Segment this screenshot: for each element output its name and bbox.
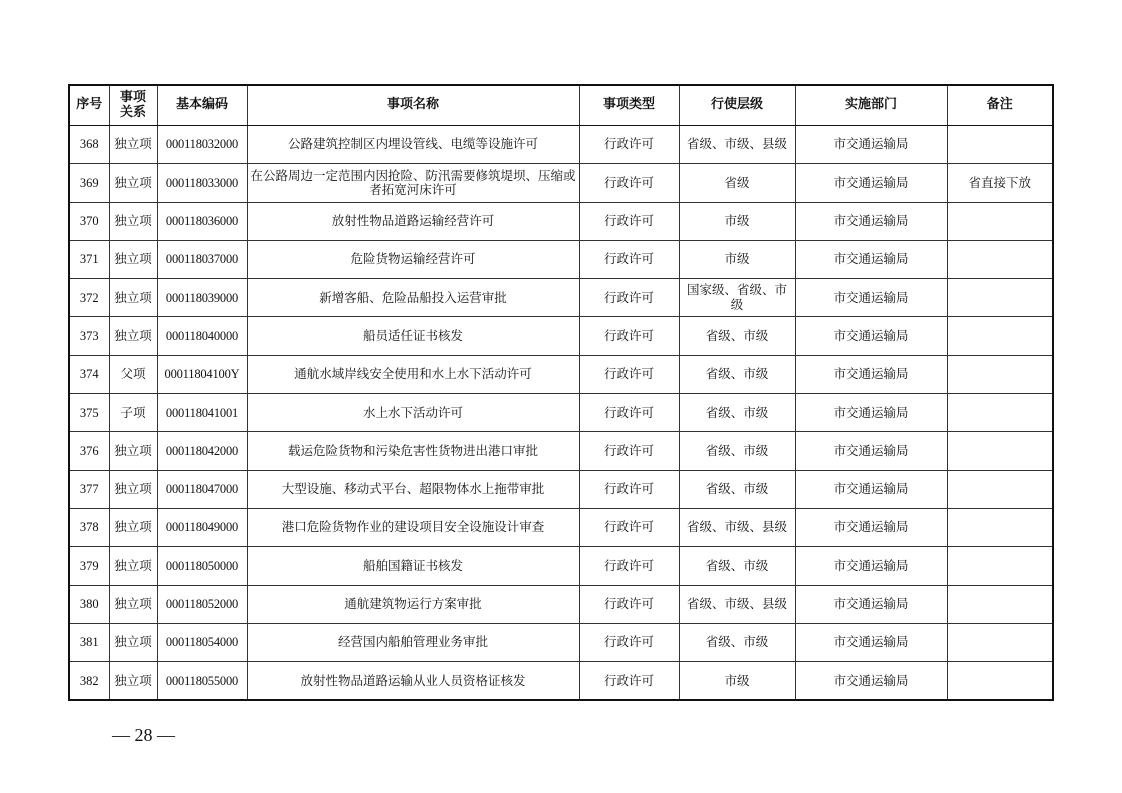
cell-seq: 370 (69, 202, 109, 240)
cell-type: 行政许可 (579, 240, 679, 278)
table-row (69, 164, 1053, 202)
header-name: 事项名称 (247, 85, 579, 126)
cell-code: 000118042000 (157, 432, 247, 470)
cell-seq: 374 (69, 355, 109, 393)
cell-seq: 376 (69, 432, 109, 470)
cell-code: 000118032000 (157, 126, 247, 164)
cell-name: 新增客船、危险品船投入运营审批 (247, 279, 579, 317)
cell-note (947, 394, 1053, 432)
cell-level: 省级、市级 (679, 394, 795, 432)
cell-type: 行政许可 (579, 662, 679, 701)
cell-level: 省级、市级 (679, 317, 795, 355)
cell-type: 行政许可 (579, 623, 679, 661)
cell-type: 行政许可 (579, 432, 679, 470)
cell-note (947, 508, 1053, 546)
cell-dept: 市交通运输局 (795, 623, 947, 661)
cell-note (947, 470, 1053, 508)
cell-name: 通航水域岸线安全使用和水上水下活动许可 (247, 355, 579, 393)
cell-level: 省级、市级、县级 (679, 126, 795, 164)
cell-type: 行政许可 (579, 585, 679, 623)
admin-items-table (68, 84, 1054, 701)
cell-type: 行政许可 (579, 164, 679, 202)
cell-level: 省级、市级、县级 (679, 585, 795, 623)
cell-level: 市级 (679, 240, 795, 278)
table-row (69, 432, 1053, 470)
cell-dept: 市交通运输局 (795, 470, 947, 508)
cell-dept: 市交通运输局 (795, 585, 947, 623)
header-code: 基本编码 (157, 85, 247, 126)
cell-relation: 独立项 (109, 202, 157, 240)
cell-note (947, 355, 1053, 393)
cell-relation: 独立项 (109, 279, 157, 317)
cell-level: 省级、市级 (679, 547, 795, 585)
cell-dept: 市交通运输局 (795, 394, 947, 432)
cell-type: 行政许可 (579, 470, 679, 508)
header-dept: 实施部门 (795, 85, 947, 126)
cell-name: 港口危险货物作业的建设项目安全设施设计审查 (247, 508, 579, 546)
cell-type: 行政许可 (579, 202, 679, 240)
cell-relation: 子项 (109, 394, 157, 432)
cell-level: 省级、市级、县级 (679, 508, 795, 546)
cell-code: 000118039000 (157, 279, 247, 317)
cell-seq: 380 (69, 585, 109, 623)
cell-name: 公路建筑控制区内埋设管线、电缆等设施许可 (247, 126, 579, 164)
cell-note (947, 623, 1053, 661)
cell-code: 000118055000 (157, 662, 247, 701)
table-row (69, 355, 1053, 393)
cell-seq: 378 (69, 508, 109, 546)
cell-seq: 373 (69, 317, 109, 355)
table-row (69, 662, 1053, 701)
table-body (69, 126, 1053, 701)
header-relation: 事项关系 (109, 85, 157, 126)
cell-dept: 市交通运输局 (795, 202, 947, 240)
cell-dept: 市交通运输局 (795, 662, 947, 701)
cell-seq: 371 (69, 240, 109, 278)
cell-seq: 377 (69, 470, 109, 508)
cell-name: 危险货物运输经营许可 (247, 240, 579, 278)
cell-level: 国家级、省级、市级 (679, 279, 795, 317)
cell-seq: 382 (69, 662, 109, 701)
cell-relation: 独立项 (109, 662, 157, 701)
cell-relation: 父项 (109, 355, 157, 393)
cell-name: 载运危险货物和污染危害性货物进出港口审批 (247, 432, 579, 470)
cell-dept: 市交通运输局 (795, 126, 947, 164)
cell-seq: 379 (69, 547, 109, 585)
cell-note (947, 547, 1053, 585)
cell-relation: 独立项 (109, 432, 157, 470)
cell-note (947, 662, 1053, 701)
cell-note: 省直接下放 (947, 164, 1053, 202)
cell-dept: 市交通运输局 (795, 547, 947, 585)
cell-type: 行政许可 (579, 126, 679, 164)
cell-relation: 独立项 (109, 126, 157, 164)
cell-name: 放射性物品道路运输经营许可 (247, 202, 579, 240)
cell-level: 省级、市级 (679, 432, 795, 470)
cell-relation: 独立项 (109, 585, 157, 623)
cell-note (947, 432, 1053, 470)
cell-relation: 独立项 (109, 623, 157, 661)
cell-type: 行政许可 (579, 317, 679, 355)
cell-type: 行政许可 (579, 394, 679, 432)
cell-relation: 独立项 (109, 508, 157, 546)
cell-type: 行政许可 (579, 355, 679, 393)
cell-name: 水上水下活动许可 (247, 394, 579, 432)
table-row (69, 240, 1053, 278)
table-row (69, 508, 1053, 546)
cell-code: 000118047000 (157, 470, 247, 508)
cell-relation: 独立项 (109, 470, 157, 508)
cell-note (947, 279, 1053, 317)
cell-name: 放射性物品道路运输从业人员资格证核发 (247, 662, 579, 701)
cell-code: 000118033000 (157, 164, 247, 202)
cell-note (947, 317, 1053, 355)
cell-code: 000118037000 (157, 240, 247, 278)
header-level: 行使层级 (679, 85, 795, 126)
cell-name: 在公路周边一定范围内因抢险、防汛需要修筑堤坝、压缩或者拓宽河床许可 (247, 164, 579, 202)
cell-level: 省级 (679, 164, 795, 202)
header-note: 备注 (947, 85, 1053, 126)
table-header-row (69, 85, 1053, 126)
cell-dept: 市交通运输局 (795, 355, 947, 393)
cell-name: 船舶国籍证书核发 (247, 547, 579, 585)
cell-name: 船员适任证书核发 (247, 317, 579, 355)
cell-relation: 独立项 (109, 547, 157, 585)
cell-code: 000118041001 (157, 394, 247, 432)
table-row (69, 623, 1053, 661)
header-seq: 序号 (69, 85, 109, 126)
cell-level: 市级 (679, 202, 795, 240)
cell-code: 000118049000 (157, 508, 247, 546)
cell-seq: 368 (69, 126, 109, 164)
cell-seq: 381 (69, 623, 109, 661)
cell-note (947, 585, 1053, 623)
cell-code: 000118052000 (157, 585, 247, 623)
table-row (69, 202, 1053, 240)
cell-relation: 独立项 (109, 317, 157, 355)
cell-level: 市级 (679, 662, 795, 701)
cell-type: 行政许可 (579, 547, 679, 585)
cell-dept: 市交通运输局 (795, 508, 947, 546)
cell-code: 000118036000 (157, 202, 247, 240)
cell-note (947, 126, 1053, 164)
cell-name: 经营国内船舶管理业务审批 (247, 623, 579, 661)
cell-dept: 市交通运输局 (795, 240, 947, 278)
cell-dept: 市交通运输局 (795, 279, 947, 317)
cell-level: 省级、市级 (679, 470, 795, 508)
cell-relation: 独立项 (109, 164, 157, 202)
cell-name: 通航建筑物运行方案审批 (247, 585, 579, 623)
cell-level: 省级、市级 (679, 623, 795, 661)
cell-code: 000118050000 (157, 547, 247, 585)
cell-code: 000118054000 (157, 623, 247, 661)
table-row (69, 317, 1053, 355)
page-number: — 28 — (112, 725, 175, 745)
cell-type: 行政许可 (579, 508, 679, 546)
cell-level: 省级、市级 (679, 355, 795, 393)
cell-seq: 369 (69, 164, 109, 202)
cell-dept: 市交通运输局 (795, 164, 947, 202)
table-row (69, 470, 1053, 508)
table-row (69, 279, 1053, 317)
cell-relation: 独立项 (109, 240, 157, 278)
cell-type: 行政许可 (579, 279, 679, 317)
cell-seq: 375 (69, 394, 109, 432)
table-row (69, 126, 1053, 164)
table-row (69, 585, 1053, 623)
header-type: 事项类型 (579, 85, 679, 126)
cell-note (947, 202, 1053, 240)
cell-name: 大型设施、移动式平台、超限物体水上拖带审批 (247, 470, 579, 508)
cell-seq: 372 (69, 279, 109, 317)
cell-dept: 市交通运输局 (795, 432, 947, 470)
cell-note (947, 240, 1053, 278)
cell-dept: 市交通运输局 (795, 317, 947, 355)
cell-code: 00011804100Y (157, 355, 247, 393)
table-row (69, 547, 1053, 585)
cell-code: 000118040000 (157, 317, 247, 355)
table-row (69, 394, 1053, 432)
